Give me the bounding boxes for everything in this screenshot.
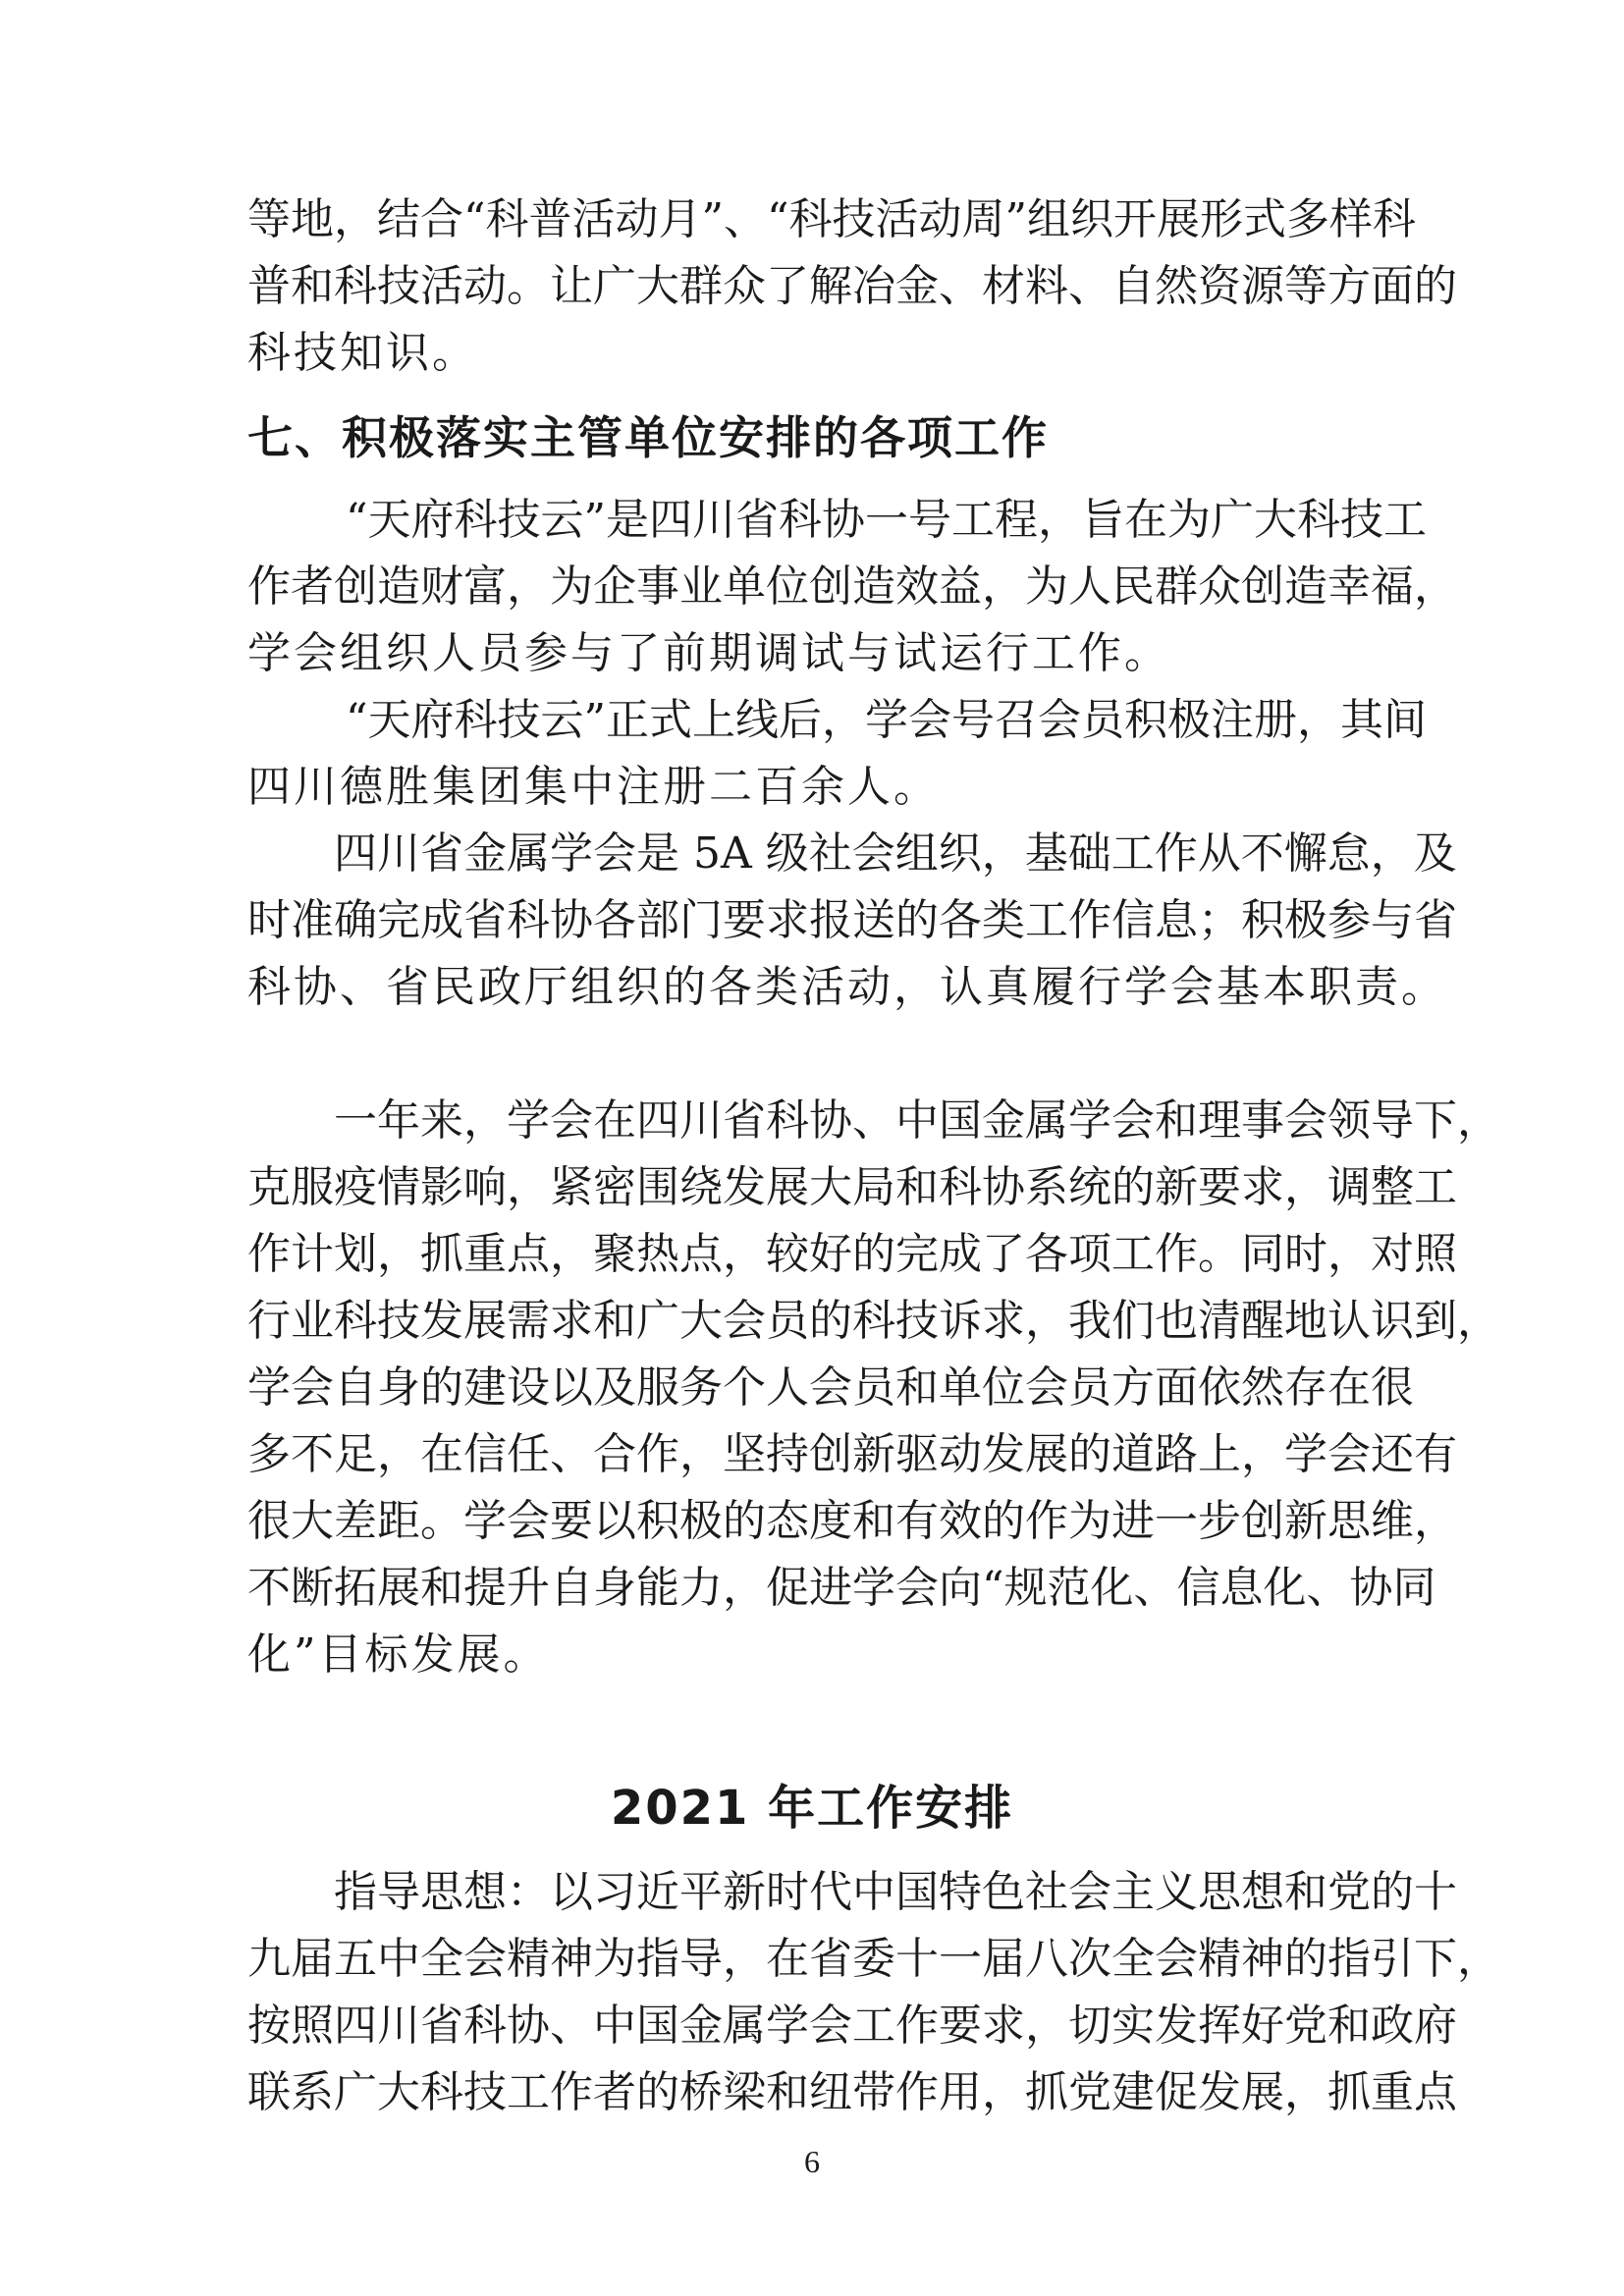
body-line: 一年来，学会在四川省科协、中国金属学会和理事会领导下， xyxy=(334,1095,1500,1146)
body-line: 化”目标发展。 xyxy=(247,1629,550,1680)
body-line: 普和科技活动。让广大群众了解冶金、材料、自然资源等方面的 xyxy=(247,261,1457,311)
body-line: 时准确完成省科协各部门要求报送的各类工作信息；积极参与省 xyxy=(247,895,1457,945)
section-heading: 七、积极落实主管单位安排的各项工作 xyxy=(247,411,1049,464)
body-line: 按照四川省科协、中国金属学会工作要求，切实发挥好党和政府 xyxy=(247,2001,1457,2051)
body-line: 科技知识。 xyxy=(247,328,478,378)
body-line: 作者创造财富，为企事业单位创造效益，为人民群众创造幸福， xyxy=(247,561,1457,612)
body-line: 科协、省民政厅组织的各类活动，认真履行学会基本职责。 xyxy=(247,962,1447,1012)
body-line: 四川省金属学会是 5A 级社会组织，基础工作从不懈怠，及 xyxy=(334,828,1457,879)
body-line: 四川德胜集团集中注册二百余人。 xyxy=(247,762,940,812)
page-number: 6 xyxy=(804,2144,820,2179)
body-line: 学会自身的建设以及服务个人会员和单位会员方面依然存在很 xyxy=(247,1362,1414,1413)
body-line: “天府科技云”正式上线后，学会号召会员积极注册，其间 xyxy=(346,695,1427,745)
body-line: 行业科技发展需求和广大会员的科技诉求，我们也清醒地认识到， xyxy=(247,1296,1500,1346)
plan-title: 2021 年工作安排 xyxy=(610,1781,1014,1836)
body-line: 克服疫情影响，紧密围绕发展大局和科协系统的新要求，调整工 xyxy=(247,1162,1457,1212)
body-line: 联系广大科技工作者的桥梁和纽带作用，抓党建促发展，抓重点 xyxy=(247,2067,1457,2117)
body-line: 不断拓展和提升自身能力，促进学会向“规范化、信息化、协同 xyxy=(247,1563,1436,1613)
body-line: 多不足，在信任、合作，坚持创新驱动发展的道路上，学会还有 xyxy=(247,1429,1457,1479)
body-line: “天府科技云”是四川省科协一号工程，旨在为广大科技工 xyxy=(346,495,1427,545)
body-line: 学会组织人员参与了前期调试与试运行工作。 xyxy=(247,628,1170,678)
body-line: 很大差距。学会要以积极的态度和有效的作为进一步创新思维， xyxy=(247,1496,1457,1546)
body-line: 作计划，抓重点，聚热点，较好的完成了各项工作。同时，对照 xyxy=(247,1229,1457,1279)
body-line: 等地，结合“科普活动月”、“科技活动周”组织开展形式多样科 xyxy=(247,194,1416,244)
body-line: 指导思想：以习近平新时代中国特色社会主义思想和党的十 xyxy=(334,1867,1457,1917)
body-line: 九届五中全会精神为指导，在省委十一届八次全会精神的指引下， xyxy=(247,1934,1500,1984)
